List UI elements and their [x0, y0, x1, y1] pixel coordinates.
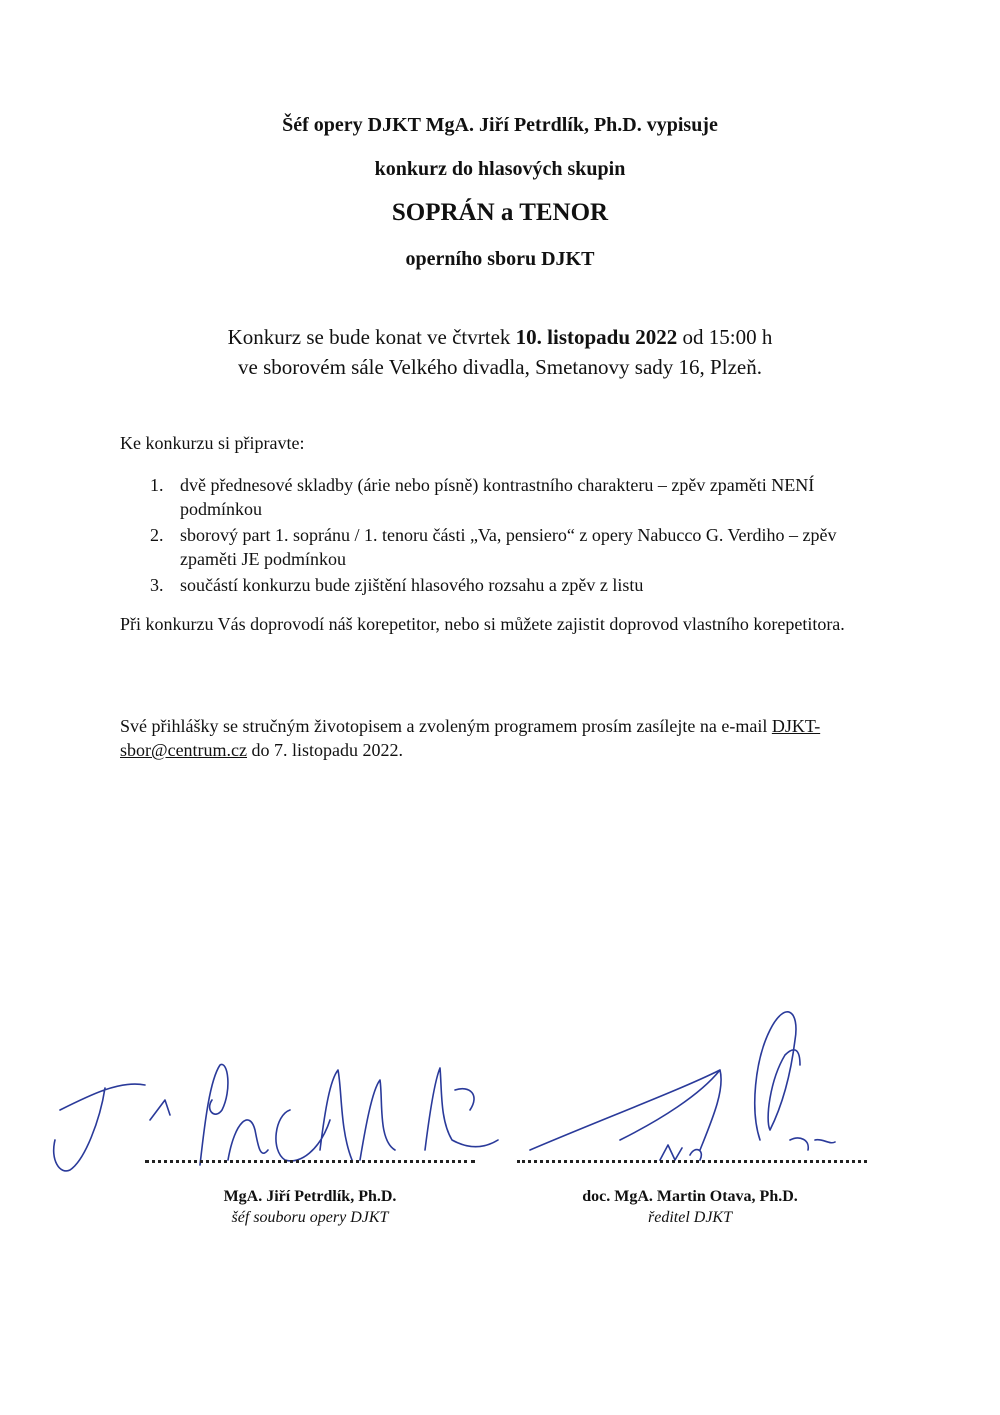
list-item [120, 523, 880, 571]
signatory-right-name: doc. MgA. Martin Otava, Ph.D. [582, 1188, 798, 1205]
list-item [120, 573, 880, 597]
event-prefix: Konkurz se bude konat ve čtvrtek [227, 325, 516, 349]
list-item-text: sborový part 1. sopránu / 1. tenoru části „Va, pensiero“ z opery Nabucco G. Verdiho – zpěv zpaměti JE podmínkou [180, 525, 837, 569]
event-location: ve sborovém sále Velkého divadla, Smetanovy sady 16, Plzeň. [238, 355, 762, 379]
accompaniment-paragraph: Při konkurzu Vás doprovodí náš korepetitor, nebo si můžete zajistit doprovod vlastního korepetitora. [120, 614, 845, 634]
list-item-text: dvě přednesové skladby (árie nebo písně) kontrastního charakteru – zpěv zpaměti NENÍ podmínkou [180, 475, 815, 519]
signature-line-left [145, 1160, 475, 1163]
header-line-1: Šéf opery DJKT MgA. Jiří Petrdlík, Ph.D. vypisuje [282, 114, 718, 136]
signature-right [530, 1012, 835, 1160]
list-item-number: 3. [150, 575, 164, 595]
prepare-intro: Ke konkurzu si připravte: [120, 433, 305, 453]
header-voice-groups: SOPRÁN a TENOR [391, 199, 609, 226]
application-text: Své přihlášky se stručným životopisem a zvoleným programem prosím zasílejte na e-mail [120, 716, 772, 736]
application-deadline: do 7. listopadu 2022. [247, 740, 404, 760]
prepare-list [120, 473, 880, 599]
signature-drawings [0, 1000, 1000, 1240]
signatory-left-role: šéf souboru opery DJKT [231, 1209, 389, 1226]
application-paragraph [120, 714, 880, 762]
list-item-text: součástí konkurzu bude zjištění hlasového rozsahu a zpěv z listu [180, 575, 644, 595]
list-item [120, 473, 880, 521]
event-time: od 15:00 h [677, 325, 773, 349]
signatory-left-name: MgA. Jiří Petrdlík, Ph.D. [223, 1188, 397, 1205]
signature-left [54, 1064, 498, 1171]
header-line-2: konkurz do hlasových skupin [374, 158, 626, 180]
signatory-right-role: ředitel DJKT [648, 1209, 732, 1226]
list-item-number: 2. [150, 525, 164, 545]
header-line-4: operního sboru DJKT [405, 248, 595, 270]
signature-line-right [517, 1160, 867, 1163]
event-date-line [0, 325, 1000, 350]
list-item-number: 1. [150, 475, 164, 495]
email-link[interactable]: DJKT-sbor@centrum.cz [120, 716, 821, 760]
event-date: 10. listopadu 2022 [515, 325, 678, 349]
